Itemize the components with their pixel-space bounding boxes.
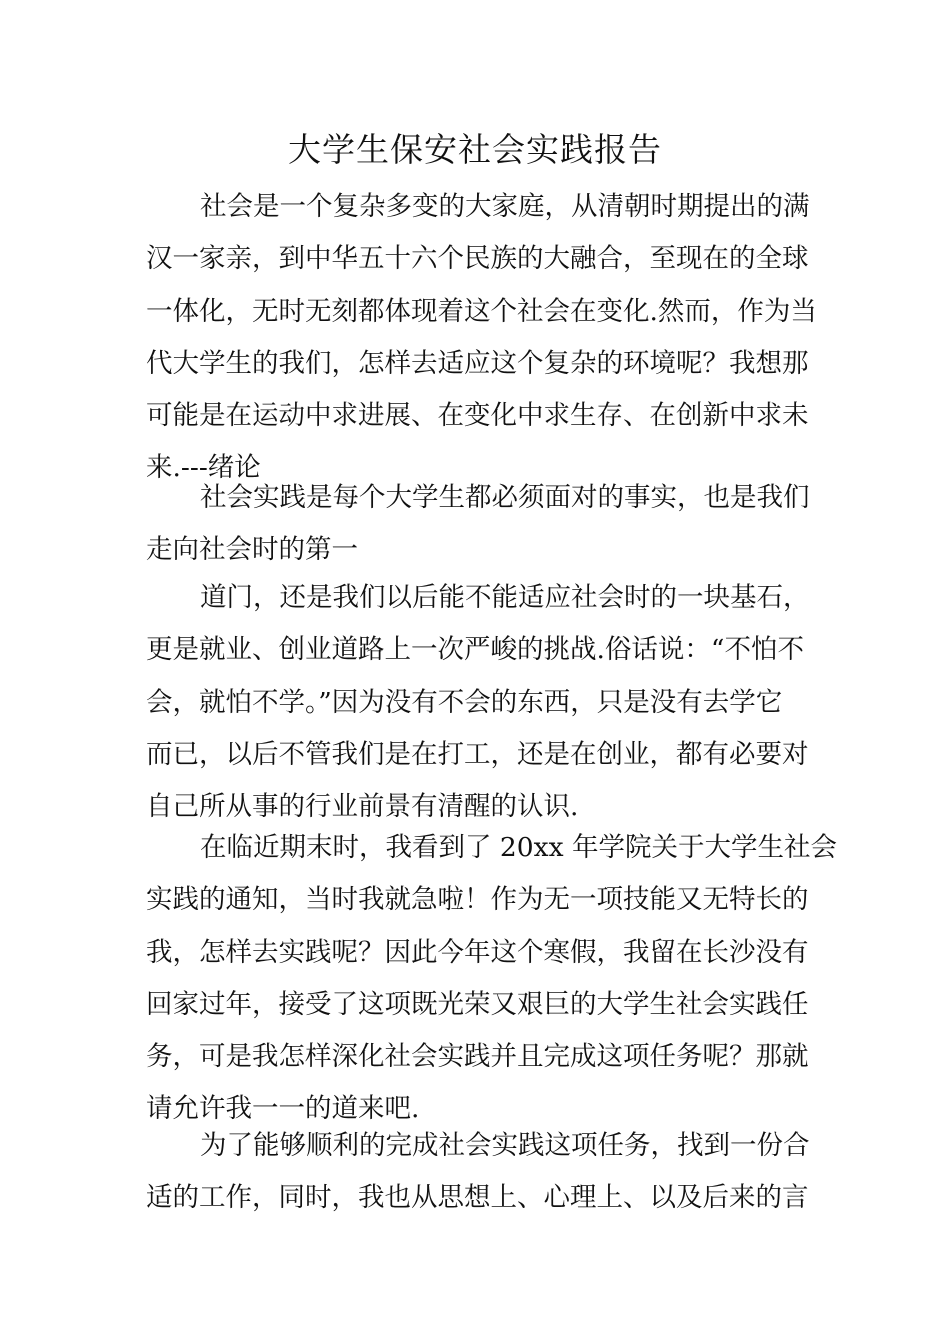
text-line: 来.---绪论 bbox=[146, 452, 261, 484]
text-line: 道门，还是我们以后能不能适应社会时的一块基石， bbox=[200, 582, 810, 613]
text-line: 可能是在运动中求进展、在变化中求生存、在创新中求未 bbox=[146, 400, 809, 432]
text-line: 适的工作，同时，我也从思想上、心理上、以及后来的言 bbox=[146, 1182, 809, 1214]
text-line: 为了能够顺利的完成社会实践这项任务，找到一份合 bbox=[200, 1130, 810, 1161]
text-line: 自己所从事的行业前景有清醒的认识. bbox=[146, 791, 579, 823]
text-line: 我，怎样去实践呢？因此今年这个寒假，我留在长沙没有 bbox=[146, 936, 809, 968]
text-line: 回家过年，接受了这项既光荣又艰巨的大学生社会实践任 bbox=[146, 988, 809, 1020]
text-line: 汉一家亲，到中华五十六个民族的大融合，至现在的全球 bbox=[146, 243, 809, 275]
paragraph-practice bbox=[146, 472, 810, 577]
text-line: 更是就业、创业道路上一次严峻的挑战.俗话说：“不怕不 bbox=[146, 634, 804, 666]
paragraph-task bbox=[146, 1120, 810, 1225]
paragraph-notice bbox=[146, 822, 837, 1136]
paragraph-gateway bbox=[146, 572, 810, 833]
text-line: 务，可是我怎样深化社会实践并且完成这项任务呢？那就 bbox=[146, 1041, 809, 1073]
text-line: 请允许我一一的道来吧. bbox=[146, 1093, 420, 1125]
document-title: 大学生保安社会实践报告 bbox=[288, 130, 662, 169]
text-line: 实践的通知，当时我就急啦！作为无一项技能又无特长的 bbox=[146, 884, 809, 916]
text-line: 代大学生的我们，怎样去适应这个复杂的环境呢？我想那 bbox=[146, 347, 809, 379]
text-line: 而已，以后不管我们是在打工，还是在创业，都有必要对 bbox=[146, 738, 809, 770]
text-line: 会，就怕不学。”因为没有不会的东西，只是没有去学它 bbox=[146, 686, 783, 718]
text-line: 社会是一个复杂多变的大家庭，从清朝时期提出的满 bbox=[200, 191, 810, 222]
text-line: 在临近期末时，我看到了 20xx 年学院关于大学生社会 bbox=[200, 832, 837, 863]
text-line: 一体化，无时无刻都体现着这个社会在变化.然而，作为当 bbox=[146, 295, 817, 327]
text-line: 走向社会时的第一 bbox=[146, 534, 358, 566]
paragraph-intro bbox=[146, 181, 817, 495]
text-line: 社会实践是每个大学生都必须面对的事实，也是我们 bbox=[200, 482, 810, 513]
